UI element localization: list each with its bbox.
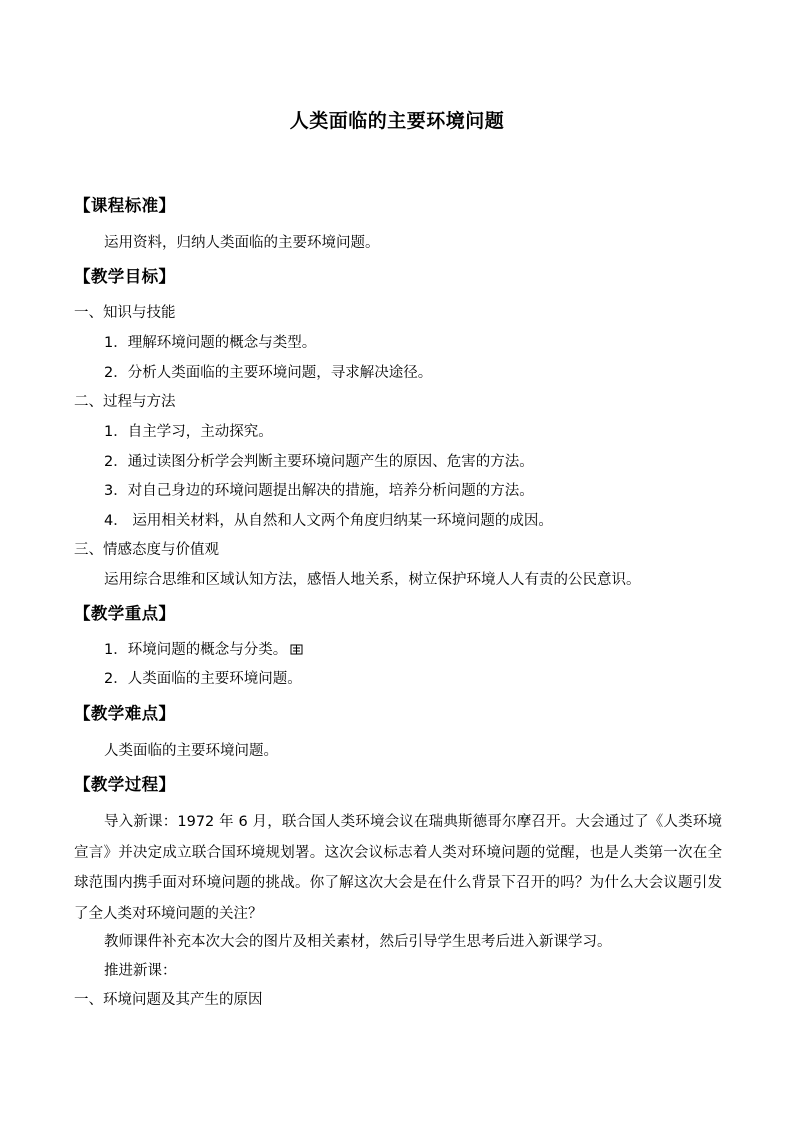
objective-process-item-4: 4． 运用相关材料，从自然和人文两个角度归纳某一环境问题的成因。 (104, 513, 553, 529)
key-point-item-1 (104, 640, 303, 660)
objective-process-label: 二、过程与方法 (74, 394, 176, 410)
heading-curriculum-standard: 【课程标准】 (74, 196, 176, 215)
advance-lesson-text: 推进新课： (104, 963, 177, 979)
difficult-points-text: 人类面临的主要环境问题。 (104, 743, 278, 759)
heading-key-points: 【教学重点】 (74, 604, 176, 623)
objective-knowledge-item-2: 2．分析人类面临的主要环境问题，寻求解决途径。 (104, 365, 433, 381)
section-one-heading: 一、环境问题及其产生的原因 (74, 992, 263, 1008)
objective-process-item-1: 1．自主学习，主动探究。 (104, 424, 273, 440)
heading-teaching-process: 【教学过程】 (74, 775, 176, 794)
objective-knowledge-item-1: 1．理解环境问题的概念与类型。 (104, 335, 317, 351)
small-symbol-icon (290, 642, 303, 655)
teacher-note-text: 教师课件补充本次大会的图片及相关素材，然后引导学生思考后进入新课学习。 (104, 934, 612, 950)
objective-attitude-text: 运用综合思维和区域认知方法，感悟人地关系，树立保护环境人人有责的公民意识。 (104, 572, 641, 588)
objective-process-item-3: 3．对自己身边的环境问题提出解决的措施，培养分析问题的方法。 (104, 483, 534, 499)
curriculum-standard-text: 运用资料，归纳人类面临的主要环境问题。 (104, 235, 380, 251)
key-point-item-1-text: 1．环境问题的概念与分类。 (104, 642, 288, 658)
key-point-item-2: 2．人类面临的主要环境问题。 (104, 671, 302, 687)
objective-attitude-label: 三、情感态度与价值观 (74, 542, 219, 558)
heading-difficult-points: 【教学难点】 (74, 704, 176, 723)
intro-paragraph: 导入新课：1972 年 6 月，联合国人类环境会议在瑞典斯德哥尔摩召开。大会通过了《人类环境宣言》并决定成立联合国环境规划署。这次会议标志着人类对环境问题的觉醒，也是人类第一次在全球范围内携手面对环境问题的挑战。你了解这次大会是在什么背景下召开的吗？为什么大会议题引发了全人类对环境问题的关注？ (74, 814, 722, 922)
heading-teaching-objectives: 【教学目标】 (74, 267, 176, 286)
page-title: 人类面临的主要环境问题 (289, 110, 505, 132)
objective-process-item-2: 2．通过读图分析学会判断主要环境问题产生的原因、危害的方法。 (104, 454, 534, 470)
objective-knowledge-label: 一、知识与技能 (74, 305, 176, 321)
